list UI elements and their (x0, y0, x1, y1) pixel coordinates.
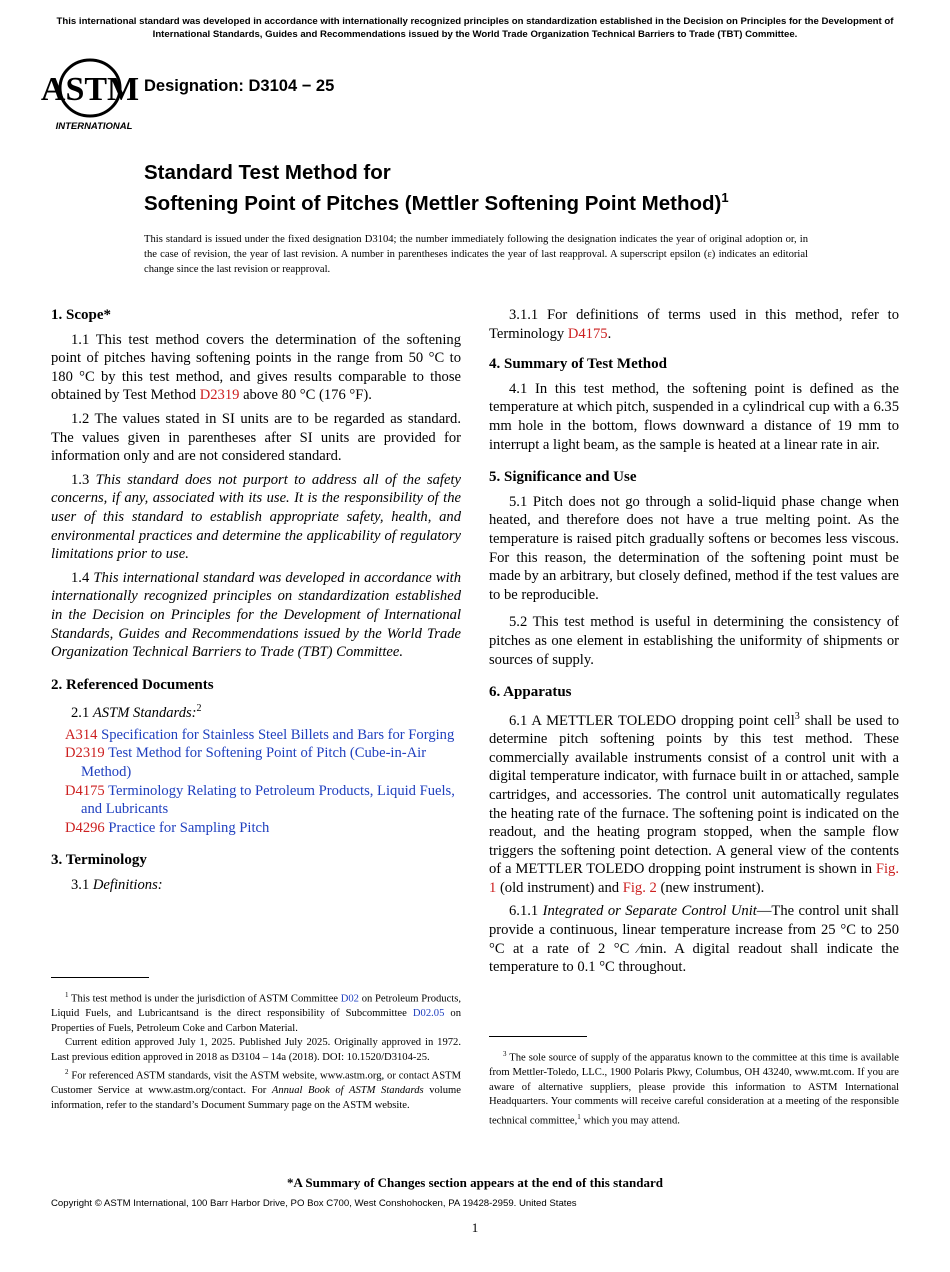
page-title (144, 160, 924, 216)
footnote-2: $^2$ For referenced ASTM standards, visit the ASTM website, www.astm.org, or contact ASTM Customer Service at www.astm.org/contact. For Annual Book of ASTM Standards volume information, refer to the standard’s Document Summary page on the ASTM website. (51, 1068, 461, 1111)
astm-logo-graphic (40, 56, 140, 132)
para-1-2: 1.2 The values stated in SI units are to be regarded as standard. The values given in parentheses after SI units are provided for information only and are not considered standard. (51, 410, 461, 465)
footnote-1: $^1$ This test method is under the jurisdiction of ASTM Committee D02 on Petroleum Products, Liquid Fuels, and Lubricantsand is the direct responsibility of Subcommittee D02.05 on Properties of Fuels, Petroleum Coke and Carbon Material. Current edition approved July 1, 2025. Published July 2025. Originally approved in 1972. Last previous edition approved in 2018 as D3104 – 14a (2018). DOI: 10.1520/D3104-25. (51, 991, 461, 1063)
footnotes-left (51, 977, 461, 1113)
para-6-1-1: 6.1.1 Integrated or Separate Control Unit—The control unit shall provide a continuous, linear temperature increase from 25 °C to 250 °C at a rate of 2 °C ⁄min. A digital readout shall indicate the temperature to 0.1 °C throughout. (489, 903, 899, 976)
section-summary-heading: 4. Summary of Test Method (489, 356, 667, 373)
reference-list (51, 726, 461, 838)
footnote-divider (489, 1036, 587, 1037)
logo-letters: ASTM (40, 71, 140, 108)
section-scope-heading: 1. Scope* (51, 307, 111, 323)
logo-international: INTERNATIONAL (55, 121, 133, 132)
para-1-4: 1.4 This international standard was developed in accordance with internationally recognized principles on standardization established in the Decision on Principles for the Development of International Standards, Guides and Recommendations issued by the World Trade Organization Technical Barriers to Trade (TBT) Committee. (51, 569, 462, 661)
subcommittee-link-d0205[interactable]: D02.05 (412, 1008, 445, 1020)
section-referenced-docs-heading: 2. Referenced Documents (51, 676, 214, 693)
section-significance-heading: 5. Significance and Use (489, 469, 637, 486)
astm-logo (40, 56, 140, 132)
para-3-1: 3.1 Definitions: (71, 876, 163, 893)
para-1-3: 1.3 This standard does not purport to address all of the safety concerns, if any, associated with its use. It is the responsibility of the user of this standard to establish appropriate safety, health, and environmental practices and determine the applicability of regulatory limitations prior to use. (51, 471, 461, 563)
para-6-1: 6.1 A METTLER TOLEDO dropping point cell$^3$ shall be used to determine pitch softening points by this test method. These commercially available instruments consist of a control unit with a digital temperature indicator, with furnace built in or attached, sample cartridges, and accessories. The control unit automatically regulates the heating rate of the furnace. The softening point is indicated on the readout, and the heating program stopped, when the sample flow triggers the softening point detection. A general view of the contents of a METTLER TOLEDO dropping point instrument is shown in Fig. 1 (old instrument) and Fig. 2 (new instrument). (489, 710, 899, 896)
fig-2-link[interactable]: Fig. 2 (622, 879, 657, 896)
section-apparatus-heading: 6. Apparatus (489, 684, 572, 701)
para-3-1-1: 3.1.1 For definitions of terms used in this method, refer to Terminology D4175. (489, 307, 899, 342)
para-4-1: 4.1 In this test method, the softening point is defined as the temperature at which pitch, suspended in a cylindrical cup with a 6.35 mm hole in the bottom, flows downward a distance of 19 mm to interrupt a light beam, as the sample is heated at a linear rate in air. (489, 380, 899, 453)
list-item[interactable]: A314 Specification for Stainless Steel Billets and Bars for Forging (65, 726, 455, 743)
left-column (51, 306, 461, 899)
right-column (489, 306, 899, 982)
para-5-1: 5.1 Pitch does not go through a solid-liquid phase change when heated, and therefore does not have a true melting point. As the temperature is raised pitch gradually softens or becomes less viscous. For this reason, the determination of the softening point must be made by an arbitrary, but closely defined, method if the test values are to be reproducible. (489, 493, 899, 603)
tbt-notice: This international standard was developed in accordance with internationally recognized principles on standardization established in the Decision on Principles for the Development of International Standards, Guides and Recommendations issued by the World Trade Organization Technical Barriers to Trade (TBT) Committee. (56, 16, 894, 40)
copyright-line: Copyright © ASTM International, 100 Barr Harbor Drive, PO Box C700, West Conshohocken, PA 19428-2959. United States (51, 1198, 577, 1209)
list-item[interactable]: D2319 Test Method for Softening Point of Pitch (Cube-in-Air Method) (65, 745, 427, 780)
fig-1-link[interactable]: Fig. 1 (489, 861, 899, 896)
title-line-2 (144, 185, 924, 216)
footnotes-right (489, 1036, 899, 1129)
title-text: Softening Point of Pitches (Mettler Softening Point Method) (144, 191, 722, 215)
para-2-1: 2.1 ASTM Standards:$^2$ (71, 703, 202, 722)
committee-link-d02[interactable]: D02 (340, 993, 359, 1005)
para-5-2: 5.2 This test method is useful in determining the consistency of pitches as one element in establishing the uniformity of shipments or sources of supply. (489, 614, 899, 668)
issuance-note: This standard is issued under the fixed designation D3104; the number immediately following the designation indicates the year of original adoption or, in the case of revision, the year of last revision. A number in parentheses indicates the year of last reapproval. A superscript epsilon (ε) indicates an editorial change since the last revision or reapproval. (144, 234, 808, 275)
title-line-1: Standard Test Method for (144, 161, 391, 184)
footnote-3: $^3$ The sole source of supply of the apparatus known to the committee at this time is available from Mettler-Toledo, LLC., 1900 Polaris Pkwy, Columbus, OH 43240, www.mt.com. If you are aware of alternative suppliers, please provide this information to ASTM International Headquarters. Your comments will receive careful consideration at a meeting of the responsible technical committee,$^1$ which you may attend. (489, 1050, 899, 1127)
list-item[interactable]: D4296 Practice for Sampling Pitch (65, 819, 270, 836)
summary-of-changes-note: *A Summary of Changes section appears at the end of this standard (287, 1175, 663, 1190)
para-1-1: 1.1 This test method covers the determination of the softening point of pitches having softening points in the range from 50 °C to 180 °C by this test method, and gives results comparable to those obtained by Test Method D2319 above 80 °C (176 °F). (51, 331, 461, 404)
page-number: 1 (471, 1220, 479, 1235)
footnote-divider (51, 977, 149, 978)
section-terminology-heading: 3. Terminology (51, 852, 147, 869)
title-footnote-mark: 1 (721, 190, 729, 205)
ref-link-d4175[interactable]: D4175 (567, 325, 608, 342)
list-item[interactable]: D4175 Terminology Relating to Petroleum Products, Liquid Fuels, and Lubricants (65, 782, 455, 818)
ref-link-d2319[interactable]: D2319 (199, 387, 240, 404)
designation: Designation: D3104 − 25 (144, 77, 335, 95)
